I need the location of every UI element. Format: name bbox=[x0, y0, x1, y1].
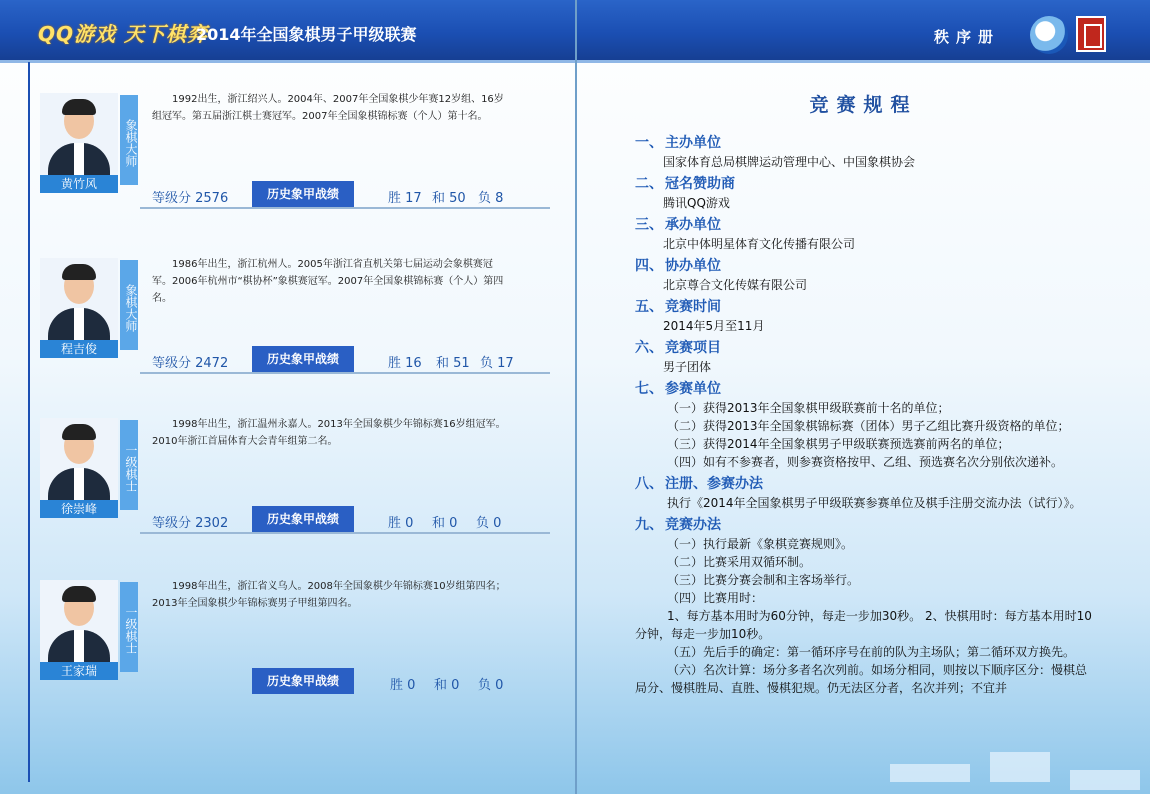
rule-line: 腾讯QQ游戏 bbox=[663, 196, 730, 210]
booklet-tab-label: 秩序册 bbox=[933, 28, 1000, 46]
player-bio: 1998年出生，浙江温州永嘉人。2013年全国象棋少年锦标赛16岁组冠军。2010年浙江首届体育大会青年组第二名。 bbox=[152, 419, 506, 447]
rule-section bbox=[635, 297, 1095, 335]
rule-heading-text: 主办单位 bbox=[665, 135, 721, 151]
rule-line: （四）如有不参赛者，则参赛资格按甲、乙组、预选赛名次分别依次递补。 bbox=[667, 455, 1064, 469]
player-photo bbox=[40, 418, 118, 500]
header-divider bbox=[0, 60, 575, 63]
win-count: 胜 16 bbox=[388, 356, 422, 371]
rule-section bbox=[635, 133, 1095, 171]
rule-line: （三）比赛分赛会制和主客场举行。 bbox=[667, 573, 860, 587]
rule-line: 2014年5月至11月 bbox=[663, 319, 765, 333]
player-name: 黄竹风 bbox=[40, 175, 118, 193]
rule-line: 北京中体明星体育文化传播有限公司 bbox=[663, 237, 856, 251]
qq-game-logo: QQ游戏 天下棋弈 bbox=[38, 22, 208, 46]
rule-line: 1、每方基本用时为60分钟，每走一步加30秒。 2、快棋用时：每方基本用时10分钟，每走一步加10秒。 bbox=[635, 609, 1092, 641]
rule-line: （二）获得2013年全国象棋锦标赛（团体）男子乙组比赛升级资格的单位； bbox=[667, 419, 1070, 433]
player-name: 徐崇峰 bbox=[40, 500, 118, 518]
player-rank: 一级棋士 bbox=[120, 420, 138, 510]
player-photo bbox=[40, 580, 118, 662]
rule-section bbox=[635, 474, 1095, 512]
rule-section bbox=[635, 515, 1095, 697]
loss-count: 负 17 bbox=[480, 356, 514, 371]
player-bio: 1998年出生，浙江省义乌人。2008年全国象棋少年锦标赛10岁组第四名；2013年全国象棋少年锦标赛男子甲组第四名。 bbox=[152, 581, 506, 609]
rules-title: 竞赛规程 bbox=[809, 94, 918, 116]
rule-heading bbox=[635, 215, 1095, 235]
history-label: 历史象甲战绩 bbox=[252, 346, 354, 372]
player-rank: 象棋大师 bbox=[120, 260, 138, 350]
loss-count: 负 0 bbox=[476, 516, 502, 531]
player-rating: 等级分 2472 bbox=[152, 356, 229, 371]
rule-heading-text: 竞赛项目 bbox=[665, 340, 721, 356]
player-card bbox=[40, 418, 560, 558]
rule-line: 执行《2014年全国象棋男子甲级联赛参赛单位及棋手注册交流办法（试行）》。 bbox=[667, 496, 1082, 510]
rule-line: 国家体育总局棋牌运动管理中心、中国象棋协会 bbox=[663, 155, 916, 169]
rule-number: 九、 bbox=[635, 517, 663, 533]
player-bio: 1992出生，浙江绍兴人。2004年、2007年全国象棋少年赛12岁组、16岁组冠军。第五届浙江棋士赛冠军。2007年全国象棋锦标赛（个人）第十名。 bbox=[152, 94, 504, 122]
player-name: 王家瑞 bbox=[40, 662, 118, 680]
player-card bbox=[40, 580, 560, 720]
rule-section bbox=[635, 174, 1095, 212]
rule-heading bbox=[635, 174, 1095, 194]
right-page bbox=[577, 0, 1150, 794]
player-bio: 1986年出生，浙江杭州人。2005年浙江省直机关第七届运动会象棋赛冠军。2006年杭州市“棋协杯”象棋赛冠军。2007年全国象棋锦标赛（个人）第四名。 bbox=[152, 259, 504, 304]
rule-line: 北京尊合文化传媒有限公司 bbox=[663, 278, 808, 292]
league-title: 2014年全国象棋男子甲级联赛 bbox=[196, 25, 417, 44]
rule-heading-text: 冠名赞助商 bbox=[665, 176, 735, 192]
player-rank: 一级棋士 bbox=[120, 582, 138, 672]
player-photo bbox=[40, 93, 118, 175]
draw-count: 和 0 bbox=[432, 516, 458, 531]
rule-number: 七、 bbox=[635, 381, 663, 397]
rule-number: 五、 bbox=[635, 299, 663, 315]
win-count: 胜 0 bbox=[390, 678, 416, 693]
header-divider bbox=[577, 60, 1150, 63]
rule-line: （一）获得2013年全国象棋甲级联赛前十名的单位； bbox=[667, 401, 950, 415]
rule-heading bbox=[635, 379, 1095, 399]
rule-number: 六、 bbox=[635, 340, 663, 356]
rule-number: 一、 bbox=[635, 135, 663, 151]
player-stats-row bbox=[140, 506, 550, 534]
player-name: 程吉俊 bbox=[40, 340, 118, 358]
left-header-bar bbox=[0, 0, 575, 60]
draw-count: 和 50 bbox=[432, 191, 466, 206]
player-stats-row bbox=[140, 346, 550, 374]
draw-count: 和 0 bbox=[434, 678, 460, 693]
rule-line: （六）名次计算：场分多者名次列前。如场分相同，则按以下顺序区分：慢棋总局分、慢棋胜局、直胜、慢棋犯规。仍无法区分者，名次并列；不宜并 bbox=[635, 663, 1088, 695]
qq-mascot-logo bbox=[1030, 16, 1068, 54]
player-rating: 等级分 2302 bbox=[152, 516, 229, 531]
rule-line: （三）获得2014年全国象棋男子甲级联赛预选赛前两名的单位； bbox=[667, 437, 1010, 451]
rule-heading-text: 竞赛时间 bbox=[665, 299, 721, 315]
rule-line: （五）先后手的确定：第一循环序号在前的队为主场队；第二循环双方换先。 bbox=[667, 645, 1076, 659]
rule-number: 三、 bbox=[635, 217, 663, 233]
rule-heading bbox=[635, 338, 1095, 358]
left-margin-line bbox=[28, 62, 30, 782]
rule-heading-text: 注册、参赛办法 bbox=[665, 476, 763, 492]
rule-line: （二）比赛采用双循环制。 bbox=[667, 555, 812, 569]
player-card bbox=[40, 258, 560, 398]
player-card bbox=[40, 93, 560, 233]
xiangqi-association-seal bbox=[1076, 16, 1106, 52]
draw-count: 和 51 bbox=[436, 356, 470, 371]
win-count: 胜 0 bbox=[388, 516, 414, 531]
rule-number: 八、 bbox=[635, 476, 663, 492]
history-label: 历史象甲战绩 bbox=[252, 668, 354, 694]
player-photo bbox=[40, 258, 118, 340]
rule-heading-text: 竞赛办法 bbox=[665, 517, 721, 533]
rule-heading-text: 参赛单位 bbox=[665, 381, 721, 397]
rule-section bbox=[635, 338, 1095, 376]
right-header-bar bbox=[577, 0, 1150, 60]
rule-section bbox=[635, 215, 1095, 253]
rule-line: （一）执行最新《象棋竞赛规则》。 bbox=[667, 537, 854, 551]
player-rank: 象棋大师 bbox=[120, 95, 138, 185]
rule-number: 四、 bbox=[635, 258, 663, 274]
player-rating: 等级分 2576 bbox=[152, 191, 229, 206]
rule-number: 二、 bbox=[635, 176, 663, 192]
rule-line: （四）比赛用时： bbox=[667, 591, 764, 605]
rule-line: 男子团体 bbox=[663, 360, 712, 374]
loss-count: 负 0 bbox=[478, 678, 504, 693]
history-label: 历史象甲战绩 bbox=[252, 506, 354, 532]
history-label: 历史象甲战绩 bbox=[252, 181, 354, 207]
rule-heading bbox=[635, 133, 1095, 153]
rule-heading-text: 协办单位 bbox=[665, 258, 721, 274]
rule-section bbox=[635, 379, 1095, 471]
win-count: 胜 17 bbox=[388, 191, 422, 206]
decorative-tiles bbox=[870, 744, 1150, 794]
rule-heading bbox=[635, 515, 1095, 535]
player-stats-row bbox=[140, 668, 550, 694]
rule-section bbox=[635, 256, 1095, 294]
rule-heading bbox=[635, 256, 1095, 276]
loss-count: 负 8 bbox=[478, 191, 504, 206]
rule-heading bbox=[635, 474, 1095, 494]
rule-heading bbox=[635, 297, 1095, 317]
rule-heading-text: 承办单位 bbox=[665, 217, 721, 233]
player-stats-row bbox=[140, 181, 550, 209]
rules-list bbox=[635, 130, 1095, 697]
